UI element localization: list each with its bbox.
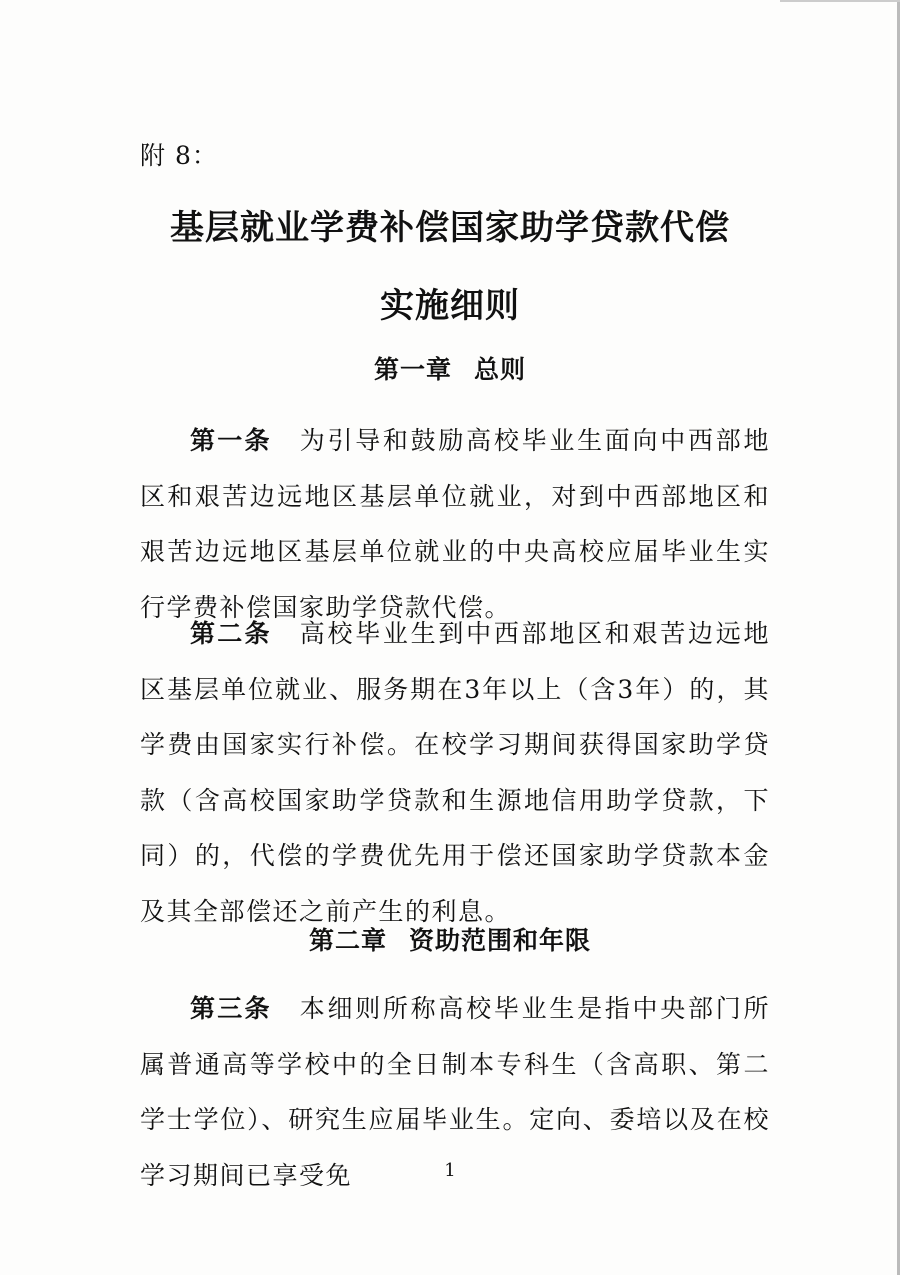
article-1-text: 为引导和鼓励高校毕业生面向中西部地区和艰苦边远地区基层单位就业，对到中西部地区和艰苦边远地区基层单位就业的中央高校应届毕业生实行学费补偿国家助学贷款代偿。	[140, 426, 770, 622]
document-title-line1: 基层就业学费补偿国家助学贷款代偿	[170, 208, 730, 248]
annex-label: 附 8：	[140, 141, 218, 170]
article-1-lead: 第一条	[190, 426, 272, 455]
article-2-text: 高校毕业生到中西部地区和艰苦边远地区基层单位就业、服务期在3年以上（含3年）的，其学费由国家实行补偿。在校学习期间获得国家助学贷款（含高校国家助学贷款和生源地信用助学贷款，下同）的，代偿的学费优先用于偿还国家助学贷款本金及其全部偿还之前产生的利息。	[140, 619, 770, 926]
chapter-1-heading	[0, 350, 900, 386]
chapter-1-number: 第一章	[373, 355, 452, 384]
article-1	[140, 413, 770, 635]
chapter-2-number: 第二章	[308, 926, 387, 955]
chapter-1-name: 总则	[474, 355, 527, 384]
chapter-2-name: 资助范围和年限	[409, 926, 592, 955]
article-3-text: 本细则所称高校毕业生是指中央部门所属普通高等学校中的全日制本专科生（含高职、第二学士学位）、研究生应届毕业生。定向、委培以及在校学习期间已享受免	[140, 994, 770, 1190]
document-title-line2: 实施细则	[380, 286, 520, 326]
scan-edge-top	[780, 0, 900, 2]
page-number: 1	[444, 1160, 456, 1181]
chapter-2-heading	[0, 921, 900, 957]
article-2-lead: 第二条	[190, 619, 272, 648]
article-2	[140, 606, 770, 939]
article-3-lead: 第三条	[190, 994, 272, 1023]
